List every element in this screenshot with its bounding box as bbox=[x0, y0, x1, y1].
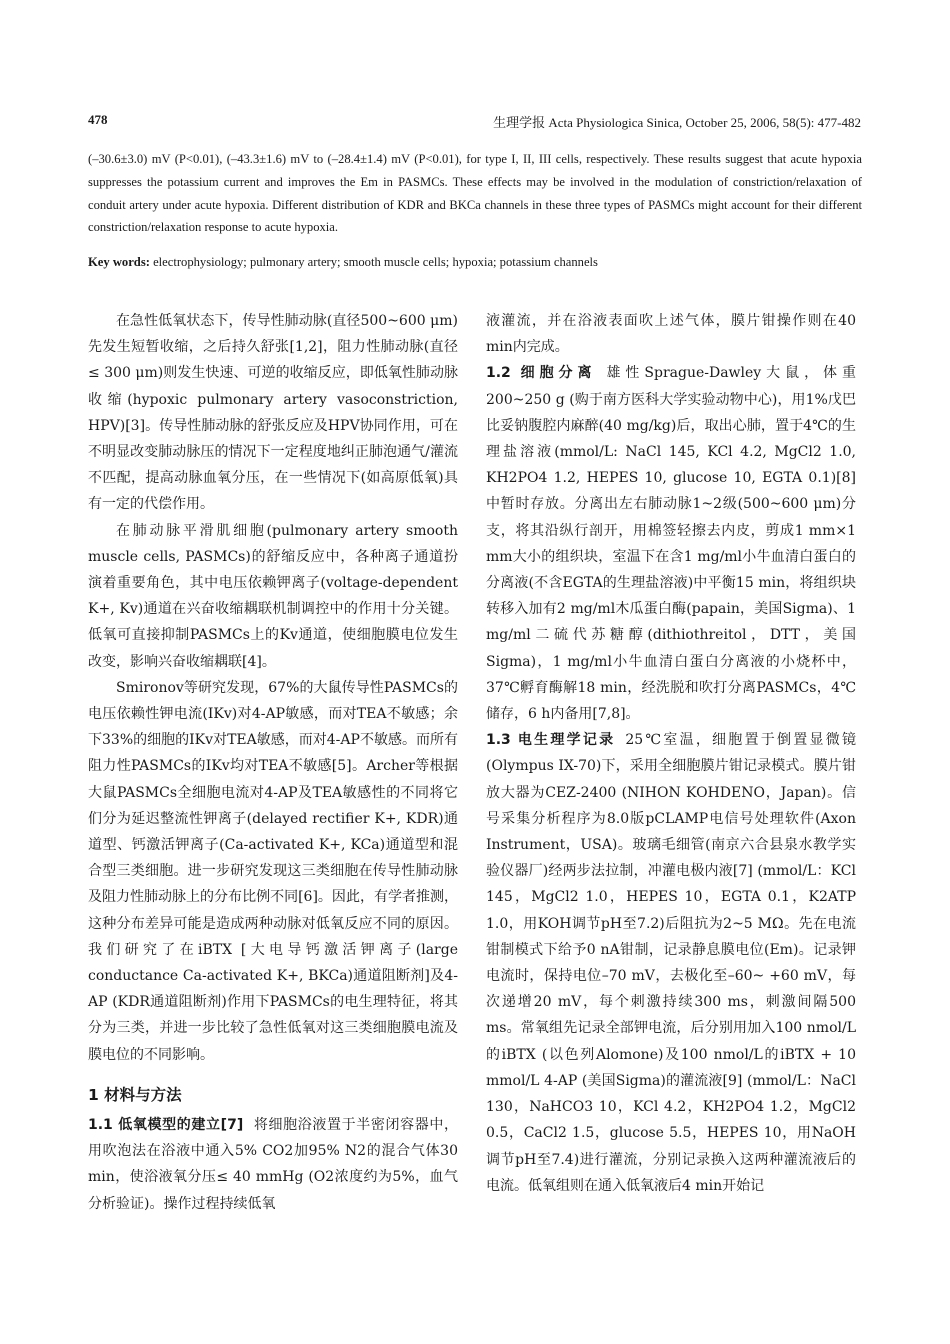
intro-paragraph-3: Smironov等研究发现，67%的大鼠传导性PASMCs的电压依赖性钾电流(IKv)对4-AP敏感，而对TEA不敏感；余下33%的细胞的IKv对TEA敏感，而对4-AP不敏感。而所有阻力性PASMCs的IKv均对TEA不敏感[5]。Archer等根据大鼠PASMCs全细胞电流对4-AP及TEA敏感性的不同将它们分为延迟整流性钾离子(delayed rectifier K+, KDR)通道型、钙激活钾离子(Ca-activated K+, KCa)通道型和混合型三类细胞。进一步研究发现这三类细胞在传导性肺动脉及阻力性肺动脉上的分布比例不同[6]。因此，有学者推测，这种分布差异可能是造成两种动脉对低氧反应不同的原因。我们研究了在iBTX [大电导钙激活钾离子(large conductance Ca-activated K+, BKCa)通道阻断剂]及4-AP (KDR通道阻断剂)作用下PASMCs的电生理特征，将其分为三类，并进一步比较了急性低氧对这三类细胞膜电流及膜电位的不同影响。 bbox=[88, 679, 458, 1063]
subsection-1-1-title: 1.1 低氧模型的建立[7] bbox=[88, 1116, 244, 1133]
intro-paragraph-2: 在肺动脉平滑肌细胞(pulmonary artery smooth muscle cells, PASMCs)的舒缩反应中，各种离子通道扮演着重要角色，其中电压依赖钾离子(voltage-dependent K+, Kv)通道在兴奋收缩耦联机制调控中的作用十分关键。低氧可直接抑制PASMCs上的Kv通道，使细胞膜电位发生改变，影响兴奋收缩耦联[4]。 bbox=[88, 522, 458, 670]
left-column bbox=[88, 308, 458, 1217]
continued-paragraph: 液灌流，并在浴液表面吹上述气体，膜片钳操作则在40 min内完成。 bbox=[486, 313, 856, 356]
keywords-text: electrophysiology; pulmonary artery; smooth muscle cells; hypoxia; potassium channels bbox=[149, 255, 598, 269]
subsection-1-1-body: 将细胞浴液置于半密闭容器中，用吹泡法在浴液中通入5% CO2加95% N2的混合气体30 min，使浴液氧分压≤ 40 mmHg (O2浓度约为5%，血气分析验证)。操作过程持续低氧 bbox=[88, 1116, 459, 1212]
abstract-tail: (–30.6±3.0) mV (P<0.01), (–43.3±1.6) mV to (–28.4±1.4) mV (P<0.01), for type I, II, III cells, respectively. These results suggest that acute hypoxia suppresses the potassium current and improves the Em in PASMCs. These effects may be involved in the modulation of constriction/relaxation of conduit artery under acute hypoxia. Different distribution of KDR and BKCa channels in these three types of PASMCs might account for their different constriction/relaxation response to acute hypoxia. bbox=[88, 152, 862, 235]
subsection-1-1 bbox=[88, 1112, 458, 1217]
subsection-1-3-title: 1.3 电生理学记录 bbox=[486, 732, 616, 749]
keywords-label: Key words: bbox=[88, 255, 150, 269]
intro-paragraph-1: 在急性低氧状态下，传导性肺动脉(直径500~600 μm)先发生短暂收缩，之后持久舒张[1,2]，阻力性肺动脉(直径≤ 300 μm)则发生快速、可逆的收缩反应，即低氧性肺动脉收缩(hypoxic pulmonary artery vasoconstriction, HPV)[3]。传导性肺动脉的舒张反应及HPV协同作用，可在不明显改变肺动脉压的情况下一定程度地纠正肺泡通气/灌流不匹配，提高动脉血氧分压，在一些情况下(如高原低氧)具有一定的代偿作用。 bbox=[88, 313, 458, 513]
right-column bbox=[486, 308, 856, 1199]
page-number: 478 bbox=[88, 112, 108, 127]
subsection-1-2-title: 1.2 细胞分离 bbox=[486, 365, 597, 382]
page-header bbox=[88, 112, 861, 134]
subsection-1-2 bbox=[486, 360, 856, 727]
subsection-1-3-body: 25℃室温，细胞置于倒置显微镜(Olympus IX-70)下，采用全细胞膜片钳记录模式。膜片钳放大器为CEZ-2400 (NIHON KOHDENO，Japan)。信号采集分析程序为8.0版pCLAMP电信号处理软件(Axon Instrument，USA)。玻璃毛细管(南京六合县泉水教学实验仪器厂)经两步法拉制，冲灌电极内液[7] (mmol/L：KCl 145，MgCl2 1.0，HEPES 10，EGTA 0.1，K2ATP 1.0，用KOH调节pH至7.2)后阻抗为2~5 MΩ。先在电流钳制模式下给予0 nA钳制，记录静息膜电位(Em)。记录钾电流时，保持电位–70 mV，去极化至–60~ +60 mV，每次递增20 mV，每个刺激持续300 ms，刺激间隔500 ms。常氧组先记录全部钾电流，后分别用加入100 nmol/L的iBTX (以色列Alomone)及100 nmol/L的iBTX + 10 mmol/L 4-AP (美国Sigma)的灌流液[9] (mmol/L：NaCl 130，NaHCO3 10，KCl 4.2，KH2PO4 1.2，MgCl2 0.5，CaCl2 1.5，glucose 5.5，HEPES 10，用NaOH调节pH至7.4)进行灌流，分别记录换入这两种灌流液后的电流。低氧组则在通入低氧液后4 min开始记 bbox=[486, 732, 856, 1194]
subsection-1-3 bbox=[486, 727, 856, 1199]
keywords bbox=[88, 252, 862, 272]
section-title-methods: 1 材料与方法 bbox=[88, 1085, 182, 1104]
running-head: 生理学报 Acta Physiologica Sinica, October 25, 2006, 58(5): 477-482 bbox=[493, 115, 861, 130]
subsection-1-2-body: 雄性Sprague-Dawley大鼠，体重200~250 g (购于南方医科大学实验动物中心)，用1%戊巴比妥钠腹腔内麻醉(40 mg/kg)后，取出心肺，置于4℃的生理盐溶液(mmol/L: NaCl 145, KCl 4.2, MgCl2 1.0, KH2PO4 1.2, HEPES 10, glucose 10, EGTA 0.1)[8]中暂时存放。分离出左右肺动脉1~2级(500~600 μm)分支，将其沿纵行剖开，用棉签轻擦去内皮，剪成1 mm×1 mm大小的组织块，室温下在含1 mg/ml小牛血清白蛋白的分离液(不含EGTA的生理盐溶液)中平衡15 min，将组织块转移入加有2 mg/ml木瓜蛋白酶(papain，美国Sigma)、1 mg/ml二硫代苏糖醇(dithiothreitol，DTT，美国Sigma)，1 mg/ml小牛血清白蛋白分离液的小烧杯中，37℃孵育酶解18 min，经洗脱和吹打分离PASMCs，4℃储存，6 h内备用[7,8]。 bbox=[486, 365, 856, 723]
